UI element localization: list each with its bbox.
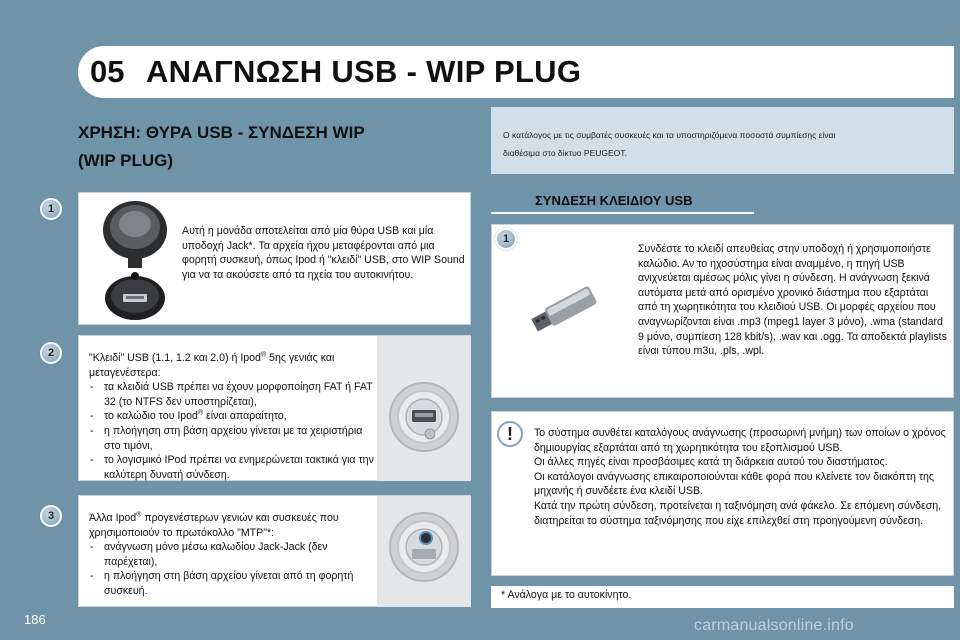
jack-socket-illustration — [379, 502, 469, 592]
usb-key-panel — [491, 224, 954, 398]
watermark: carmanualsonline.info — [694, 617, 854, 634]
section-title — [78, 119, 408, 175]
step3-badge: 3 — [40, 505, 62, 527]
step3-intro: Άλλα Ipod® προγενέστερων γενιών και συσκευές που χρησιμοποιούν το πρωτόκολλο "MTP"*: — [89, 511, 339, 539]
step3-photo-area — [377, 496, 471, 607]
section-title-line1: ΧΡΗΣΗ: ΘΥΡΑ USB - ΣΥΝΔΕΣΗ WIP — [78, 123, 365, 142]
note-para-1: Το σύστημα συνθέτει καταλόγους ανάγνωσης (προσωρινή μνήμη) των οποίων ο χρόνος δημιουργίας εξαρτάται από τη χωρητικότητα του εξοπλισμού USB. — [534, 427, 946, 454]
note-panel — [491, 411, 954, 576]
step3-text — [89, 511, 377, 599]
step3-panel — [78, 495, 471, 607]
usb-key-badge: 1 — [495, 228, 517, 250]
step2-panel — [78, 335, 471, 481]
list-item: - τα κλειδιά USB πρέπει να έχουν μορφοποίηση FAT ή FAT 32 (το NTFS δεν υποστηρίζεται), — [89, 380, 377, 409]
note-para-4: Κατά την πρώτη σύνδεση, προτείνεται η ταξινόμηση ανά φάκελο. Σε επόμενη σύνδεση, διατηρείται το σύστημα ταξινόμησης που είχε επιλεχθεί στη προηγούμενη σύνδεση. — [534, 499, 942, 527]
compatibility-info-box — [491, 107, 954, 174]
footnote: * Ανάλογα με το αυτοκίνητο. — [491, 586, 954, 608]
usb-key-heading: ΣΥΝΔΕΣΗ ΚΛΕΙΔΙΟΥ USB — [535, 193, 693, 208]
info-line-2: διαθέσιμα στο δίκτυο PEUGEOT. — [503, 148, 627, 158]
usb-key-text: Συνδέστε το κλειδί απευθείας στην υποδοχή ή χρησιμοποιήστε καλώδιο. Αν το ηχοσύστημα είναι αναμμένο, η πηγή USB ανιχνεύεται αμέσως μόλις γίνει η σύνδεση. Η ανάγνωση ξεκινά αυτόματα μετά από ορισμένο χρονικό διάστημα που εξαρτάται από τη χωρητικότητα του κλειδιού USB. Οι μορφές αρχείου που αναγνωρίζονται είναι .mp3 (mpeg1 layer 3 μόνο), .wma (standard 9 μόνο, συμπίεση 128 kbit/s), .wav και .ogg. Τα αποδεκτά playlists είναι τύπου m3u, .pls, .wpl. — [638, 243, 947, 358]
list-item: - ανάγνωση μόνο μέσω καλωδίου Jack-Jack (δεν παρέχεται), — [89, 540, 377, 569]
step2-badge: 2 — [40, 342, 62, 364]
usb-flash-drive-illustration — [524, 277, 614, 337]
page-title: ΑΝΑΓΝΩΣΗ USB - WIP PLUG — [146, 54, 582, 89]
heading-underline — [491, 212, 754, 214]
section-title-line2: (WIP PLUG) — [78, 151, 174, 170]
step1-panel — [78, 192, 471, 325]
chapter-number: 05 — [90, 54, 125, 89]
list-item: - το λογισμικό IPod πρέπει να ενημερώνεται τακτικά για την καλύτερη δυνατή σύνδεση. — [89, 453, 377, 482]
page-number: 186 — [24, 612, 46, 627]
step2-list — [89, 380, 377, 482]
usb-socket-illustration — [379, 372, 469, 462]
step2-photo-area — [377, 336, 471, 481]
list-item: - το καλώδιο του Ipod® είναι απαραίτητο, — [89, 409, 377, 424]
note-para-2: Οι άλλες πηγές είναι προσβάσιμες κατά τη διάρκεια αυτού του διαστήματος. — [534, 456, 888, 469]
step1-badge: 1 — [40, 198, 62, 220]
usb-jack-module-illustration — [85, 196, 185, 322]
info-line-1: Ο κατάλογος με τις συμβατές συσκευές και τα υποστηριζόμενα ποσοστά συμπίεσης είναι — [503, 130, 836, 140]
warning-icon: ! — [497, 421, 523, 447]
step3-list — [89, 540, 377, 598]
step2-text — [89, 351, 377, 482]
list-item: - η πλοήγηση στη βάση αρχείου γίνεται με τα χειριστήρια στο τιμόνι, — [89, 424, 377, 453]
note-para-3: Οι κατάλογοι ανάγνωσης επικαιροποιούνται κάθε φορά που κλείνετε τον διακόπτη της μηχανής ή συνδέετε ένα κλειδί USB. — [534, 470, 935, 498]
note-text — [534, 426, 950, 528]
list-item: - η πλοήγηση στη βάση αρχείου γίνεται από τη φορητή συσκευή. — [89, 569, 377, 598]
step2-intro: "Κλειδί" USB (1.1, 1.2 και 2.0) ή Ipod® 5ης γενιάς και μεταγενέστερα: — [89, 351, 335, 379]
step1-text: Αυτή η μονάδα αποτελείται από μία θύρα USB και μία υποδοχή Jack*. Τα αρχεία ήχου μεταφέρονται από μια φορητή συσκευή, όπως Ipod ή "κλειδί" USB, στο WIP Sound για να τα ακούσετε από τα ηχεία του αυτοκινήτου. — [182, 225, 465, 281]
